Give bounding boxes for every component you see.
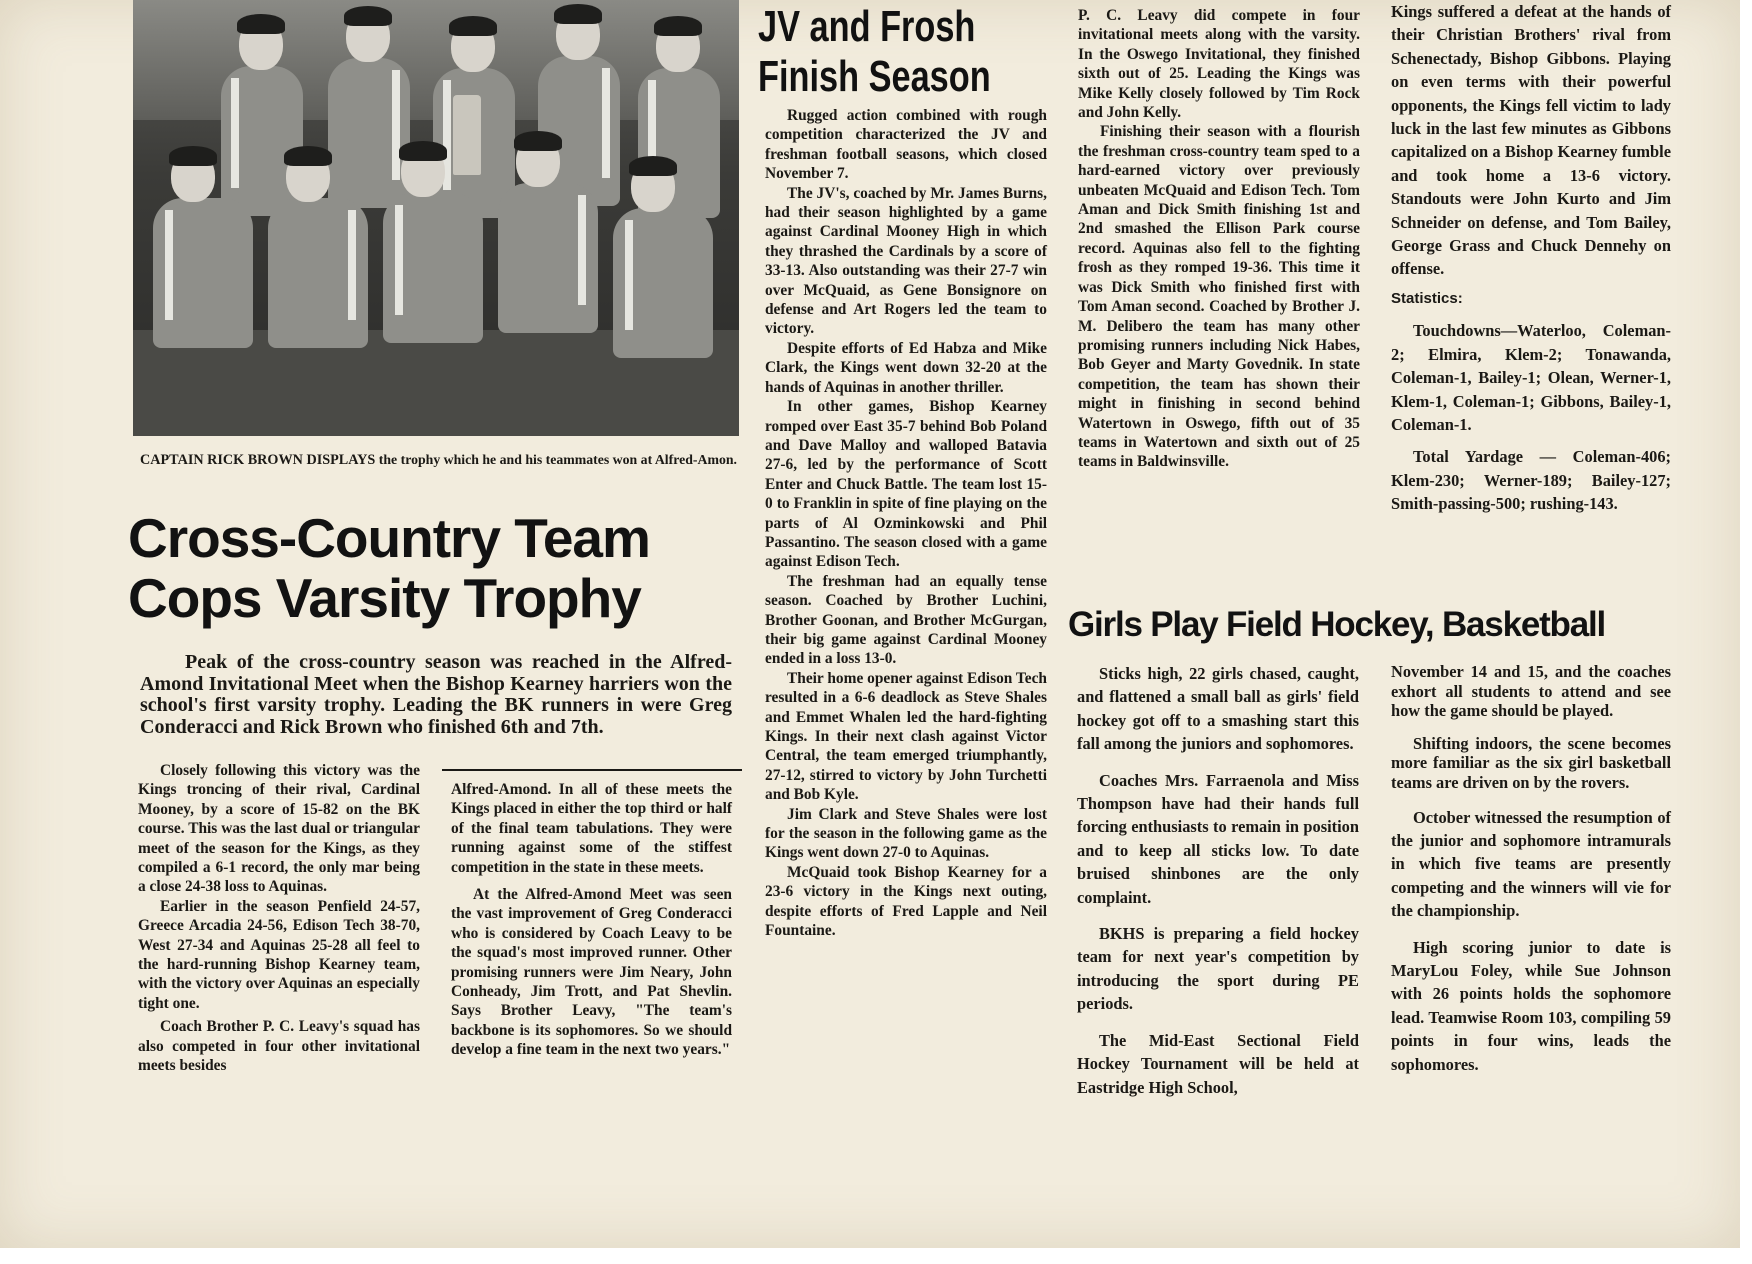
cc-col1-p3: Coach Brother P. C. Leavy's squad has also competed in four other invitational meets besides	[138, 1018, 420, 1075]
cc-col2-p2: At the Alfred-Amond Meet was seen the vast improvement of Greg Conderacci who is considered by Coach Leavy to be the squad's most improved runner. Other promising runners were Jim Neary, John Conheady, Jim Trott, and Pat Shevlin. Says Brother Leavy, "The team's backbone is its sophomores. So we should develop a fine team in the next two years."	[451, 886, 732, 1059]
jv-p3: Despite efforts of Ed Habza and Mike Clark, the Kings went down 32-20 at the hands of Aquinas in another thriller.	[765, 339, 1047, 396]
cross-country-headline	[128, 508, 650, 628]
varsity-football-column	[1391, 0, 1671, 516]
jv-p1: Rugged action combined with rough competition characterized the JV and freshman football seasons, which closed November 7.	[765, 107, 1047, 183]
cc-col2-p1: Alfred-Amond. In all of these meets the Kings placed in either the top third or half of the final team tabulations. They were running against some of the stiffest competition in the state in these meets.	[451, 781, 732, 876]
jv-p8: McQuaid took Bishop Kearney for a 23-6 victory in the Kings next outing, despite efforts of Fred Lapple and Neil Fountaine.	[765, 863, 1047, 940]
col5-p1: Kings suffered a defeat at the hands of their Christian Brothers' rival from Schenectady, Bishop Gibbons. Playing on even terms with their powerful opponents, the Kings fell victim to lady luck in the last few minutes as Gibbons capitalized on a Bishop Kearney fumble and took home a 13-6 victory. Standouts were John Kurto and Jim Schneider on defense, and Tom Bailey, George Grass and Chuck Dennehy on offense.	[1391, 2, 1671, 279]
jv-p7: Jim Clark and Steve Shales were lost for the season in the following game as the Kings went down 27-0 to Aquinas.	[765, 805, 1047, 862]
col4-p1: P. C. Leavy did compete in four invitational meets along with the varsity. In the Oswego Invitational, they finished sixth out of 25. Leading the Kings was Mike Kelly closely followed by Tim Rock and John Kelly.	[1078, 7, 1360, 122]
stats-yardage: Total Yardage — Coleman-406; Klem-230; Werner-189; Bailey-127; Smith-passing-500; rushing-143.	[1391, 447, 1671, 514]
girls-col-b	[1391, 662, 1671, 1076]
jv-p5: The freshman had an equally tense season. Coached by Brother Luchini, Brother Goonan, and Brother McGurgan, their big game against Cardinal Mooney ended in a loss 13-0.	[765, 572, 1047, 668]
photo-caption	[140, 450, 740, 470]
caption-rest: the trophy which he and his teammates won at Alfred-Amon.	[375, 452, 737, 467]
girls-headline: Girls Play Field Hockey, Basketball	[1068, 605, 1606, 644]
girls-b-p1: November 14 and 15, and the coaches exhort all students to attend and see how the game should be played.	[1391, 662, 1671, 721]
cross-country-col-1	[138, 761, 420, 1076]
girls-a-p2: Coaches Mrs. Farraenola and Miss Thompson have had their hands full forcing enthusiasts to remain in position and to keep all sticks low. To date bruised shinbones are the only complaint.	[1077, 770, 1359, 907]
section-rule	[442, 769, 742, 771]
team-photo	[133, 0, 739, 436]
headline-line-2: Cops Varsity Trophy	[128, 567, 641, 629]
girls-a-p3: BKHS is preparing a field hockey team for next year's competition by introducing the sport during PE periods.	[1077, 924, 1359, 1014]
girls-b-p4: High scoring junior to date is MaryLou Foley, while Sue Johnson with 26 points holds the sophomore lead. Teamwise Room 103, compiling 59 points in four wins, leads the sophomores.	[1391, 937, 1671, 1074]
jv-headline-line-2: Finish Season	[758, 52, 991, 101]
jv-p2: The JV's, coached by Mr. James Burns, had their season highlighted by a game against Cardinal Mooney High in which they thrashed the Cardinals by a score of 33-13. Also outstanding was their 27-7 win over McQuaid, as Gene Bonsignore on defense and Art Rogers led the team to victory.	[765, 184, 1047, 338]
col4-p2: Finishing their season with a flourish the freshman cross-country team sped to a hard-earned victory over previously unbeaten McQuaid and Edison Tech. Tom Aman and Dick Smith finishing 1st and 2nd smashed the Ellison Park course record. Aquinas also fell to the fighting frosh as they romped 19-36. This time it was Dick Smith who finished first with Tom Aman second. Coached by Brother J. M. Delibero the team has many other promising runners including Nick Habes, Bob Geyer and Marty Govednik. In state competition, the team has shown their might in finishing in second behind Watertown in Oswego, fifth out of 35 teams in Watertown and sixth out of 25 teams in Baldwinsville.	[1078, 123, 1360, 471]
girls-b-p3: October witnessed the resumption of the junior and sophomore intramurals in which five teams are presently competing and the winners will vie for the championship.	[1391, 807, 1671, 921]
lead-paragraph: Peak of the cross-country season was reached in the Alfred-Amond Invitational Meet when the Bishop Kearney harriers won the school's first varsity trophy. Leading the BK runners in were Greg Conderacci and Rick Brown who finished 6th and 7th.	[140, 651, 732, 738]
girls-a-p4: The Mid-East Sectional Field Hockey Tournament will be held at Eastridge High School,	[1077, 1030, 1359, 1097]
cross-country-col-2	[451, 780, 732, 1060]
girls-col-a	[1077, 662, 1359, 1099]
jv-frosh-column	[765, 106, 1047, 940]
girls-b-p2: Shifting indoors, the scene becomes more familiar as the six girl basketball teams are driven on by the rovers.	[1391, 733, 1671, 792]
jv-p6: Their home opener against Edison Tech resulted in a 6-6 deadlock as Steve Shales and Emmet Whalen led the hard-fighting Kings. In their next clash against Victor Central, the team emerged triumphantly, 27-12, stirred to victory by John Turchetti and Bob Kyle.	[765, 669, 1047, 804]
girls-a-p1: Sticks high, 22 girls chased, caught, and flattened a small ball as girls' field hockey got off to a smashing start this fall among the juniors and sophomores.	[1077, 664, 1359, 754]
cross-country-lead	[140, 652, 732, 738]
jv-frosh-headline	[758, 2, 991, 102]
trophy	[453, 95, 481, 175]
cross-country-continued	[1078, 6, 1360, 472]
cc-col1-p2: Earlier in the season Penfield 24-57, Greece Arcadia 24-56, Edison Tech 38-70, West 27-34 and Aquinas 25-28 all feel to the hard-running Bishop Kearney team, with the victory over Aquinas an especially tight one.	[138, 897, 420, 1012]
scan-border	[0, 1248, 1752, 1264]
jv-p4: In other games, Bishop Kearney romped over East 35-7 behind Bob Poland and Dave Malloy and walloped Batavia 27-6, led by the performance of Scott Enter and Chuck Battle. The team lost 15-0 to Franklin in spite of fine playing on the parts of Al Ozminkowski and Phil Passantino. The season closed with a game against Edison Tech.	[765, 398, 1047, 571]
caption-bold: CAPTAIN RICK BROWN DISPLAYS	[140, 452, 376, 468]
cc-col1-p1: Closely following this victory was the Kings troncing of their rival, Cardinal Mooney, by a score of 15-82 on the BK course. This was the last dual or triangular meet of the season for the Kings, as they compiled a 6-1 record, the only mar being a close 24-38 loss to Aquinas.	[138, 762, 420, 896]
stats-heading: Statistics:	[1391, 289, 1463, 307]
stats-touchdowns: Touchdowns—Waterloo, Coleman-2; Elmira, Klem-2; Tonawanda, Coleman-1, Bailey-1; Olean, Werner-1, Klem-1, Coleman-1; Gibbons, Bailey-1, Coleman-1.	[1391, 321, 1671, 434]
headline-line-1: Cross-Country Team	[128, 507, 650, 569]
jv-headline-line-1: JV and Frosh	[758, 2, 976, 51]
